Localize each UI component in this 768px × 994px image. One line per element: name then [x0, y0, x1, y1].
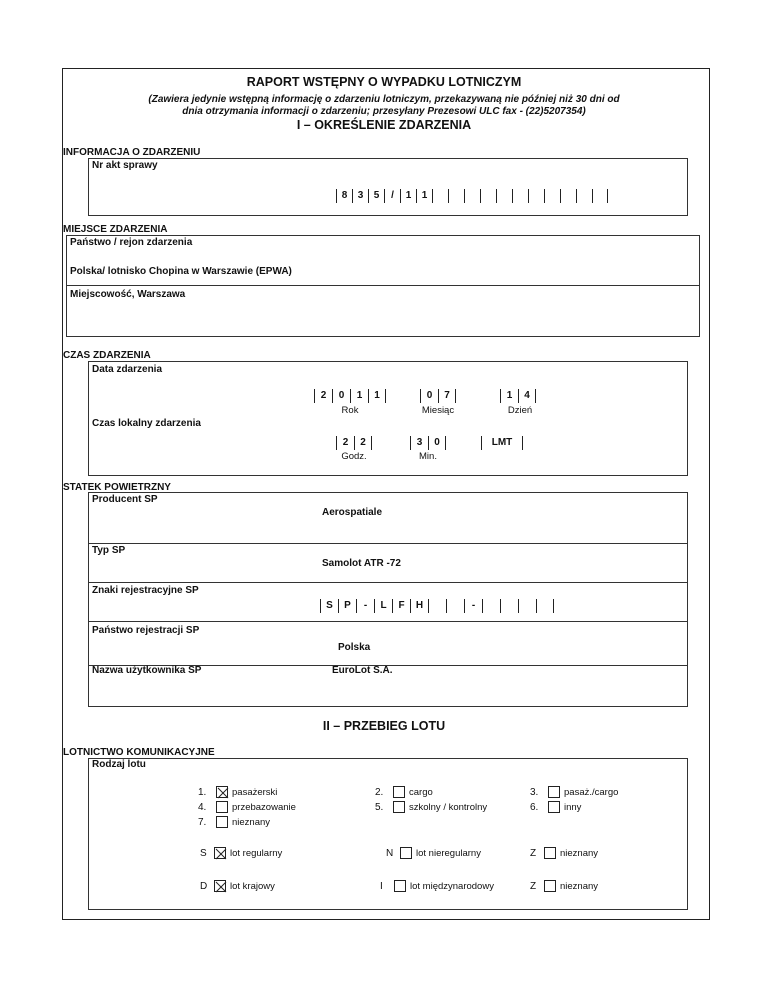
checkbox[interactable]	[394, 880, 406, 892]
char-cell[interactable]: 1	[400, 189, 416, 203]
option-label: szkolny / kontrolny	[409, 802, 488, 813]
checkbox[interactable]	[548, 786, 560, 798]
checked-checkbox[interactable]	[214, 847, 226, 859]
month-caption: Miesiąc	[421, 405, 455, 416]
char-cell[interactable]: 3	[352, 189, 368, 203]
row-label: nieznany	[560, 881, 599, 892]
checkbox[interactable]	[544, 847, 556, 859]
char-cell[interactable]: 2	[354, 436, 372, 450]
option-number: 1.	[198, 787, 207, 798]
type-label: Typ SP	[92, 545, 126, 556]
char-cell[interactable]: 7	[438, 389, 456, 403]
maker-label: Producent SP	[92, 494, 158, 505]
zone-cells[interactable]	[481, 436, 523, 450]
char-cell[interactable]: 0	[428, 436, 446, 450]
case-number-box	[88, 158, 688, 216]
char-cell[interactable]	[482, 599, 500, 613]
row-letter: D	[200, 881, 208, 892]
option-number: 3.	[530, 787, 539, 798]
registration-cells[interactable]	[320, 599, 554, 613]
flight-section-heading: LOTNICTWO KOMUNIKACYJNE	[63, 747, 215, 758]
reg-country-value: Polska	[338, 642, 371, 653]
registration-label: Znaki rejestracyjne SP	[92, 585, 199, 596]
info-section-heading: INFORMACJA O ZDARZENIU	[63, 147, 201, 158]
option-label: inny	[564, 802, 582, 813]
option-number: 6.	[530, 802, 539, 813]
day-cells[interactable]	[500, 389, 536, 403]
case-number-cells[interactable]	[336, 189, 608, 203]
row-label: lot międzynarodowy	[410, 881, 494, 892]
place-section-heading: MIEJSCE ZDARZENIA	[63, 224, 168, 235]
date-label: Data zdarzenia	[92, 364, 163, 375]
row-letter: I	[380, 881, 383, 892]
char-cell[interactable]: 5	[368, 189, 384, 203]
aircraft-section-heading: STATEK POWIETRZNY	[63, 482, 171, 493]
row-letter: Z	[530, 881, 537, 892]
local-time-label: Czas lokalny zdarzenia	[92, 418, 201, 429]
char-cell[interactable]	[480, 189, 496, 203]
flight-kind-label: Rodzaj lotu	[92, 759, 146, 770]
char-cell[interactable]: 1	[416, 189, 432, 203]
checkbox[interactable]	[548, 801, 560, 813]
hour-cells[interactable]	[336, 436, 372, 450]
part-two-heading: II – PRZEBIEG LOTU	[322, 719, 446, 733]
day-caption: Dzień	[507, 405, 533, 416]
checkbox[interactable]	[544, 880, 556, 892]
char-cell[interactable]	[528, 189, 544, 203]
char-cell[interactable]: 4	[518, 389, 536, 403]
row-label: lot nieregularny	[416, 848, 481, 859]
row-letter: S	[200, 848, 207, 859]
char-cell[interactable]	[592, 189, 608, 203]
option-label: przebazowanie	[232, 802, 296, 813]
char-cell[interactable]	[432, 189, 448, 203]
row-label: lot regularny	[230, 848, 283, 859]
char-cell[interactable]: H	[410, 599, 428, 613]
char-cell[interactable]: P	[338, 599, 356, 613]
char-cell[interactable]: 0	[420, 389, 438, 403]
char-cell[interactable]	[544, 189, 560, 203]
minute-caption: Min.	[419, 451, 437, 462]
char-cell[interactable]	[428, 599, 446, 613]
char-cell[interactable]: 2	[336, 436, 354, 450]
row-label: lot krajowy	[230, 881, 275, 892]
option-number: 7.	[198, 817, 207, 828]
option-number: 2.	[375, 787, 384, 798]
option-label: cargo	[409, 787, 433, 798]
maker-box	[88, 492, 688, 544]
checked-checkbox[interactable]	[214, 880, 226, 892]
option-label: nieznany	[232, 817, 271, 828]
char-cell[interactable]	[536, 599, 554, 613]
char-cell[interactable]	[446, 599, 464, 613]
check-x-icon	[215, 881, 227, 893]
char-cell[interactable]: L	[374, 599, 392, 613]
checkbox[interactable]	[216, 816, 228, 828]
char-cell[interactable]	[560, 189, 576, 203]
char-cell[interactable]: 0	[332, 389, 350, 403]
month-cells[interactable]	[420, 389, 456, 403]
row-label: nieznany	[560, 848, 599, 859]
operator-value: EuroLot S.A.	[332, 665, 393, 676]
checkbox[interactable]	[400, 847, 412, 859]
report-subtitle-1: (Zawiera jedynie wstępną informację o zdarzeniu lotniczym, przekazywaną nie później niż 30 dni od	[148, 94, 620, 105]
minute-cells[interactable]	[410, 436, 446, 450]
char-cell[interactable]	[448, 189, 464, 203]
char-cell[interactable]	[518, 599, 536, 613]
reg-country-label: Państwo rejestracji SP	[92, 625, 200, 636]
char-cell[interactable]: -	[464, 599, 482, 613]
country-label: Państwo / rejon zdarzenia	[70, 237, 193, 248]
row-letter: N	[386, 848, 394, 859]
country-value: Polska/ lotnisko Chopina w Warszawie (EPWA)	[70, 266, 292, 277]
char-cell[interactable]: 1	[500, 389, 518, 403]
char-cell[interactable]	[576, 189, 592, 203]
char-cell[interactable]: /	[384, 189, 400, 203]
check-x-icon	[217, 787, 229, 799]
option-label: pasażerski	[232, 787, 278, 798]
operator-label: Nazwa użytkownika SP	[92, 665, 202, 676]
char-cell[interactable]: 1	[368, 389, 386, 403]
locality-label: Miejscowość, Warszawa	[70, 289, 186, 300]
char-cell[interactable]: 8	[336, 189, 352, 203]
char-cell[interactable]: 1	[350, 389, 368, 403]
char-cell[interactable]	[512, 189, 528, 203]
case-number-label: Nr akt sprawy	[92, 160, 158, 171]
option-number: 4.	[198, 802, 207, 813]
year-cells[interactable]	[314, 389, 386, 403]
report-subtitle-2: dnia otrzymania informacji o zdarzeniu; przesyłany Prezesowi ULC fax - (22)5207354)	[182, 106, 586, 117]
maker-value: Aerospatiale	[322, 507, 383, 518]
option-label: pasaż./cargo	[564, 787, 619, 798]
char-cell[interactable]: F	[392, 599, 410, 613]
time-section-heading: CZAS ZDARZENIA	[63, 350, 151, 361]
checked-checkbox[interactable]	[216, 786, 228, 798]
hour-caption: Godz.	[341, 451, 367, 462]
char-cell[interactable]	[464, 189, 480, 203]
char-cell[interactable]: S	[320, 599, 338, 613]
type-value: Samolot ATR -72	[322, 558, 401, 569]
check-x-icon	[215, 848, 227, 860]
char-cell[interactable]: 3	[410, 436, 428, 450]
year-caption: Rok	[341, 405, 359, 416]
checkbox[interactable]	[393, 786, 405, 798]
row-letter: Z	[530, 848, 537, 859]
char-cell[interactable]	[500, 599, 518, 613]
report-title: RAPORT WSTĘPNY O WYPADKU LOTNICZYM	[246, 75, 522, 89]
option-number: 5.	[375, 802, 384, 813]
part-one-heading: I – OKREŚLENIE ZDARZENIA	[296, 118, 472, 132]
checkbox[interactable]	[393, 801, 405, 813]
checkbox[interactable]	[216, 801, 228, 813]
char-cell[interactable]: -	[356, 599, 374, 613]
char-cell[interactable]	[496, 189, 512, 203]
char-cell[interactable]: 2	[314, 389, 332, 403]
char-cell[interactable]: LMT	[481, 436, 523, 450]
